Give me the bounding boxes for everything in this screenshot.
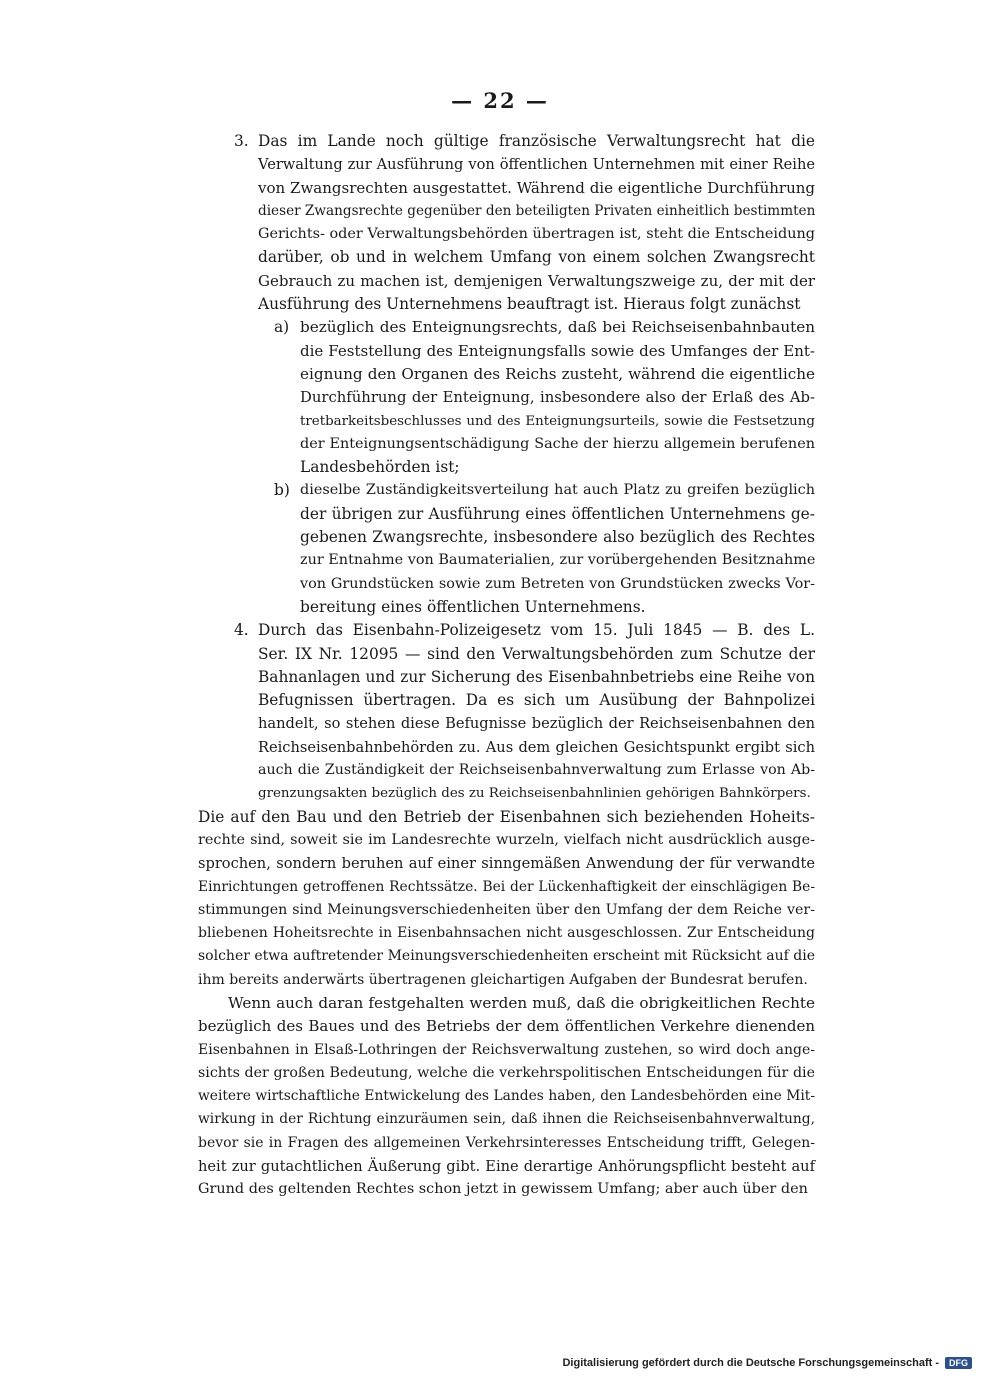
list-item-text bbox=[300, 479, 815, 619]
text-line: die Feststellung des Enteignungsfalls sowie des Umfanges der Ent- bbox=[300, 341, 815, 360]
text-line: Gerichts- oder Verwaltungsbehörden übertragen ist, steht die Entscheidung bbox=[258, 226, 815, 243]
text-line: Einrichtungen getroffenen Rechtssätze. Bei der Lückenhaftigkeit der einschlägigen Be- bbox=[198, 878, 815, 895]
text-line: weitere wirtschaftliche Entwickelung des Landes haben, den Landesbehörden eine Mit- bbox=[198, 1088, 815, 1105]
text-line: Bahnanlagen und zur Sicherung des Eisenbahnbetriebs eine Reihe von bbox=[258, 667, 815, 686]
text-line: Das im Lande noch gültige französische Verwaltungsrecht hat die bbox=[258, 132, 815, 150]
text-line: Ser. IX Nr. 12095 — sind den Verwaltungsbehörden zum Schutze der bbox=[258, 644, 815, 663]
text-line: Verwaltung zur Ausführung von öffentlichen Unternehmen mit einer Reihe bbox=[258, 156, 815, 174]
text-line: bevor sie in Fragen des allgemeinen Verkehrsinteresses Entscheidung trifft, Gelegen- bbox=[198, 1134, 815, 1151]
text-line: sprochen, sondern beruhen auf einer sinngemäßen Anwendung der für verwandte bbox=[198, 855, 815, 873]
text-line: Die auf den Bau und den Betrieb der Eisenbahnen sich beziehenden Hoheits- bbox=[198, 807, 815, 826]
text-line: Reichseisenbahnbehörden zu. Aus dem gleichen Gesichtspunkt ergibt sich bbox=[258, 738, 815, 756]
text-line: sichts der großen Bedeutung, welche die verkehrspolitischen Entscheidungen für die bbox=[198, 1064, 815, 1081]
text-line: Landesbehörden ist; bbox=[300, 458, 460, 477]
list-number: 4. bbox=[234, 621, 249, 640]
text-line: Ausführung des Unternehmens beauftragt ist. Hieraus folgt zunächst bbox=[258, 295, 801, 314]
list-item-text bbox=[258, 130, 815, 316]
text-line: zur Entnahme von Baumaterialien, zur vorübergehenden Besitznahme bbox=[300, 552, 816, 569]
list-letter: b) bbox=[274, 481, 290, 500]
text-line: eignung den Organen des Reichs zusteht, während die eigentliche bbox=[300, 364, 815, 383]
list-number: 3. bbox=[234, 132, 249, 150]
list-item-4 bbox=[228, 619, 815, 805]
text-line: Gebrauch zu machen ist, demjenigen Verwaltungszweige zu, der mit der bbox=[258, 271, 815, 290]
text-line: bezüglich des Baues und des Betriebs der dem öffentlichen Verkehre dienenden bbox=[198, 1017, 815, 1036]
list-letter: a) bbox=[274, 318, 290, 337]
text-line: Grund des geltenden Rechtes schon jetzt in gewissem Umfang; aber auch über den bbox=[198, 1181, 808, 1198]
text-line: Befugnissen übertragen. Da es sich um Ausübung der Bahnpolizei bbox=[258, 691, 815, 710]
paragraph-2 bbox=[198, 992, 815, 1202]
text-line: der Enteignungsentschädigung Sache der hierzu allgemein berufenen bbox=[300, 435, 815, 452]
text-line: von Zwangsrechten ausgestattet. Während die eigentliche Durchführung bbox=[258, 178, 815, 197]
text-line: Wenn auch daran festgehalten werden muß, daß die obrigkeitlichen Rechte bbox=[228, 993, 815, 1012]
text-line: Durchführung der Enteignung, insbesondere also der Erlaß des Ab- bbox=[300, 389, 815, 407]
list-item-text bbox=[258, 619, 815, 805]
text-line: der übrigen zur Ausführung eines öffentlichen Unternehmens ge- bbox=[300, 504, 815, 523]
footer-text: Digitalisierung gefördert durch die Deutsche Forschungsgemeinschaft - bbox=[562, 1357, 939, 1369]
text-line: bezüglich des Enteignungsrechts, daß bei Reichseisenbahnbauten bbox=[300, 318, 815, 337]
text-line: ihm bereits anderwärts übertragenen gleichartigen Aufgaben der Bundesrat berufen. bbox=[198, 971, 808, 988]
text-line: auch die Zuständigkeit der Reichseisenbahnverwaltung zum Erlasse von Ab- bbox=[258, 762, 815, 779]
text-line: Eisenbahnen in Elsaß-Lothringen der Reichsverwaltung zustehen, so wird doch ange- bbox=[198, 1041, 815, 1058]
text-line: wirkung in der Richtung einzuräumen sein, daß ihnen die Reichseisenbahnverwaltung, bbox=[198, 1111, 815, 1128]
list-item-text bbox=[300, 316, 815, 479]
dfg-logo: DFG bbox=[945, 1357, 972, 1369]
page-number: — 22 — bbox=[451, 88, 549, 113]
paragraph-text bbox=[198, 806, 815, 992]
text-line: gebenen Zwangsrechte, insbesondere also bezüglich des Rechtes bbox=[300, 528, 815, 547]
text-line: tretbarkeitsbeschlusses und des Enteignungsurteils, sowie die Festsetzung bbox=[300, 413, 815, 429]
text-line: von Grundstücken sowie zum Betreten von Grundstücken zwecks Vor- bbox=[300, 575, 815, 592]
footer-credit bbox=[562, 1357, 972, 1369]
text-line: darüber, ob und in welchem Umfang von einem solchen Zwangsrecht bbox=[258, 248, 815, 267]
text-line: dieser Zwangsrechte gegenüber den beteiligten Privaten einheitlich bestimmten bbox=[258, 202, 816, 219]
text-line: stimmungen sind Meinungsverschiedenheiten über den Umfang der dem Reiche ver- bbox=[198, 901, 815, 918]
list-item-3 bbox=[228, 130, 815, 316]
page-body bbox=[198, 130, 816, 1202]
text-line: grenzungsakten bezüglich des zu Reichseisenbahnlinien gehörigen Bahnkörpers. bbox=[258, 786, 811, 802]
text-line: Durch das Eisenbahn-Polizeigesetz vom 15. Juli 1845 — B. des L. bbox=[258, 621, 815, 640]
list-item-3a bbox=[274, 316, 815, 479]
text-line: bereitung eines öffentlichen Unternehmens. bbox=[300, 597, 646, 616]
text-line: solcher etwa auftretender Meinungsverschiedenheiten erscheint mit Rücksicht auf die bbox=[198, 948, 815, 965]
text-line: bliebenen Hoheitsrechte in Eisenbahnsachen nicht ausgeschlossen. Zur Entscheidung bbox=[198, 925, 815, 942]
text-line: heit zur gutachtlichen Äußerung gibt. Eine derartige Anhörungspflicht besteht auf bbox=[198, 1158, 815, 1176]
list-item-3b bbox=[274, 479, 816, 619]
text-line: handelt, so stehen diese Befugnisse bezüglich der Reichseisenbahnen den bbox=[258, 715, 815, 733]
paragraph-1 bbox=[198, 806, 815, 992]
text-line: rechte sind, soweit sie im Landesrechte wurzeln, vielfach nicht ausdrücklich ausge- bbox=[198, 831, 815, 848]
paragraph-text bbox=[198, 992, 815, 1202]
text-line: dieselbe Zuständigkeitsverteilung hat auch Platz zu greifen bezüglich bbox=[300, 482, 815, 499]
